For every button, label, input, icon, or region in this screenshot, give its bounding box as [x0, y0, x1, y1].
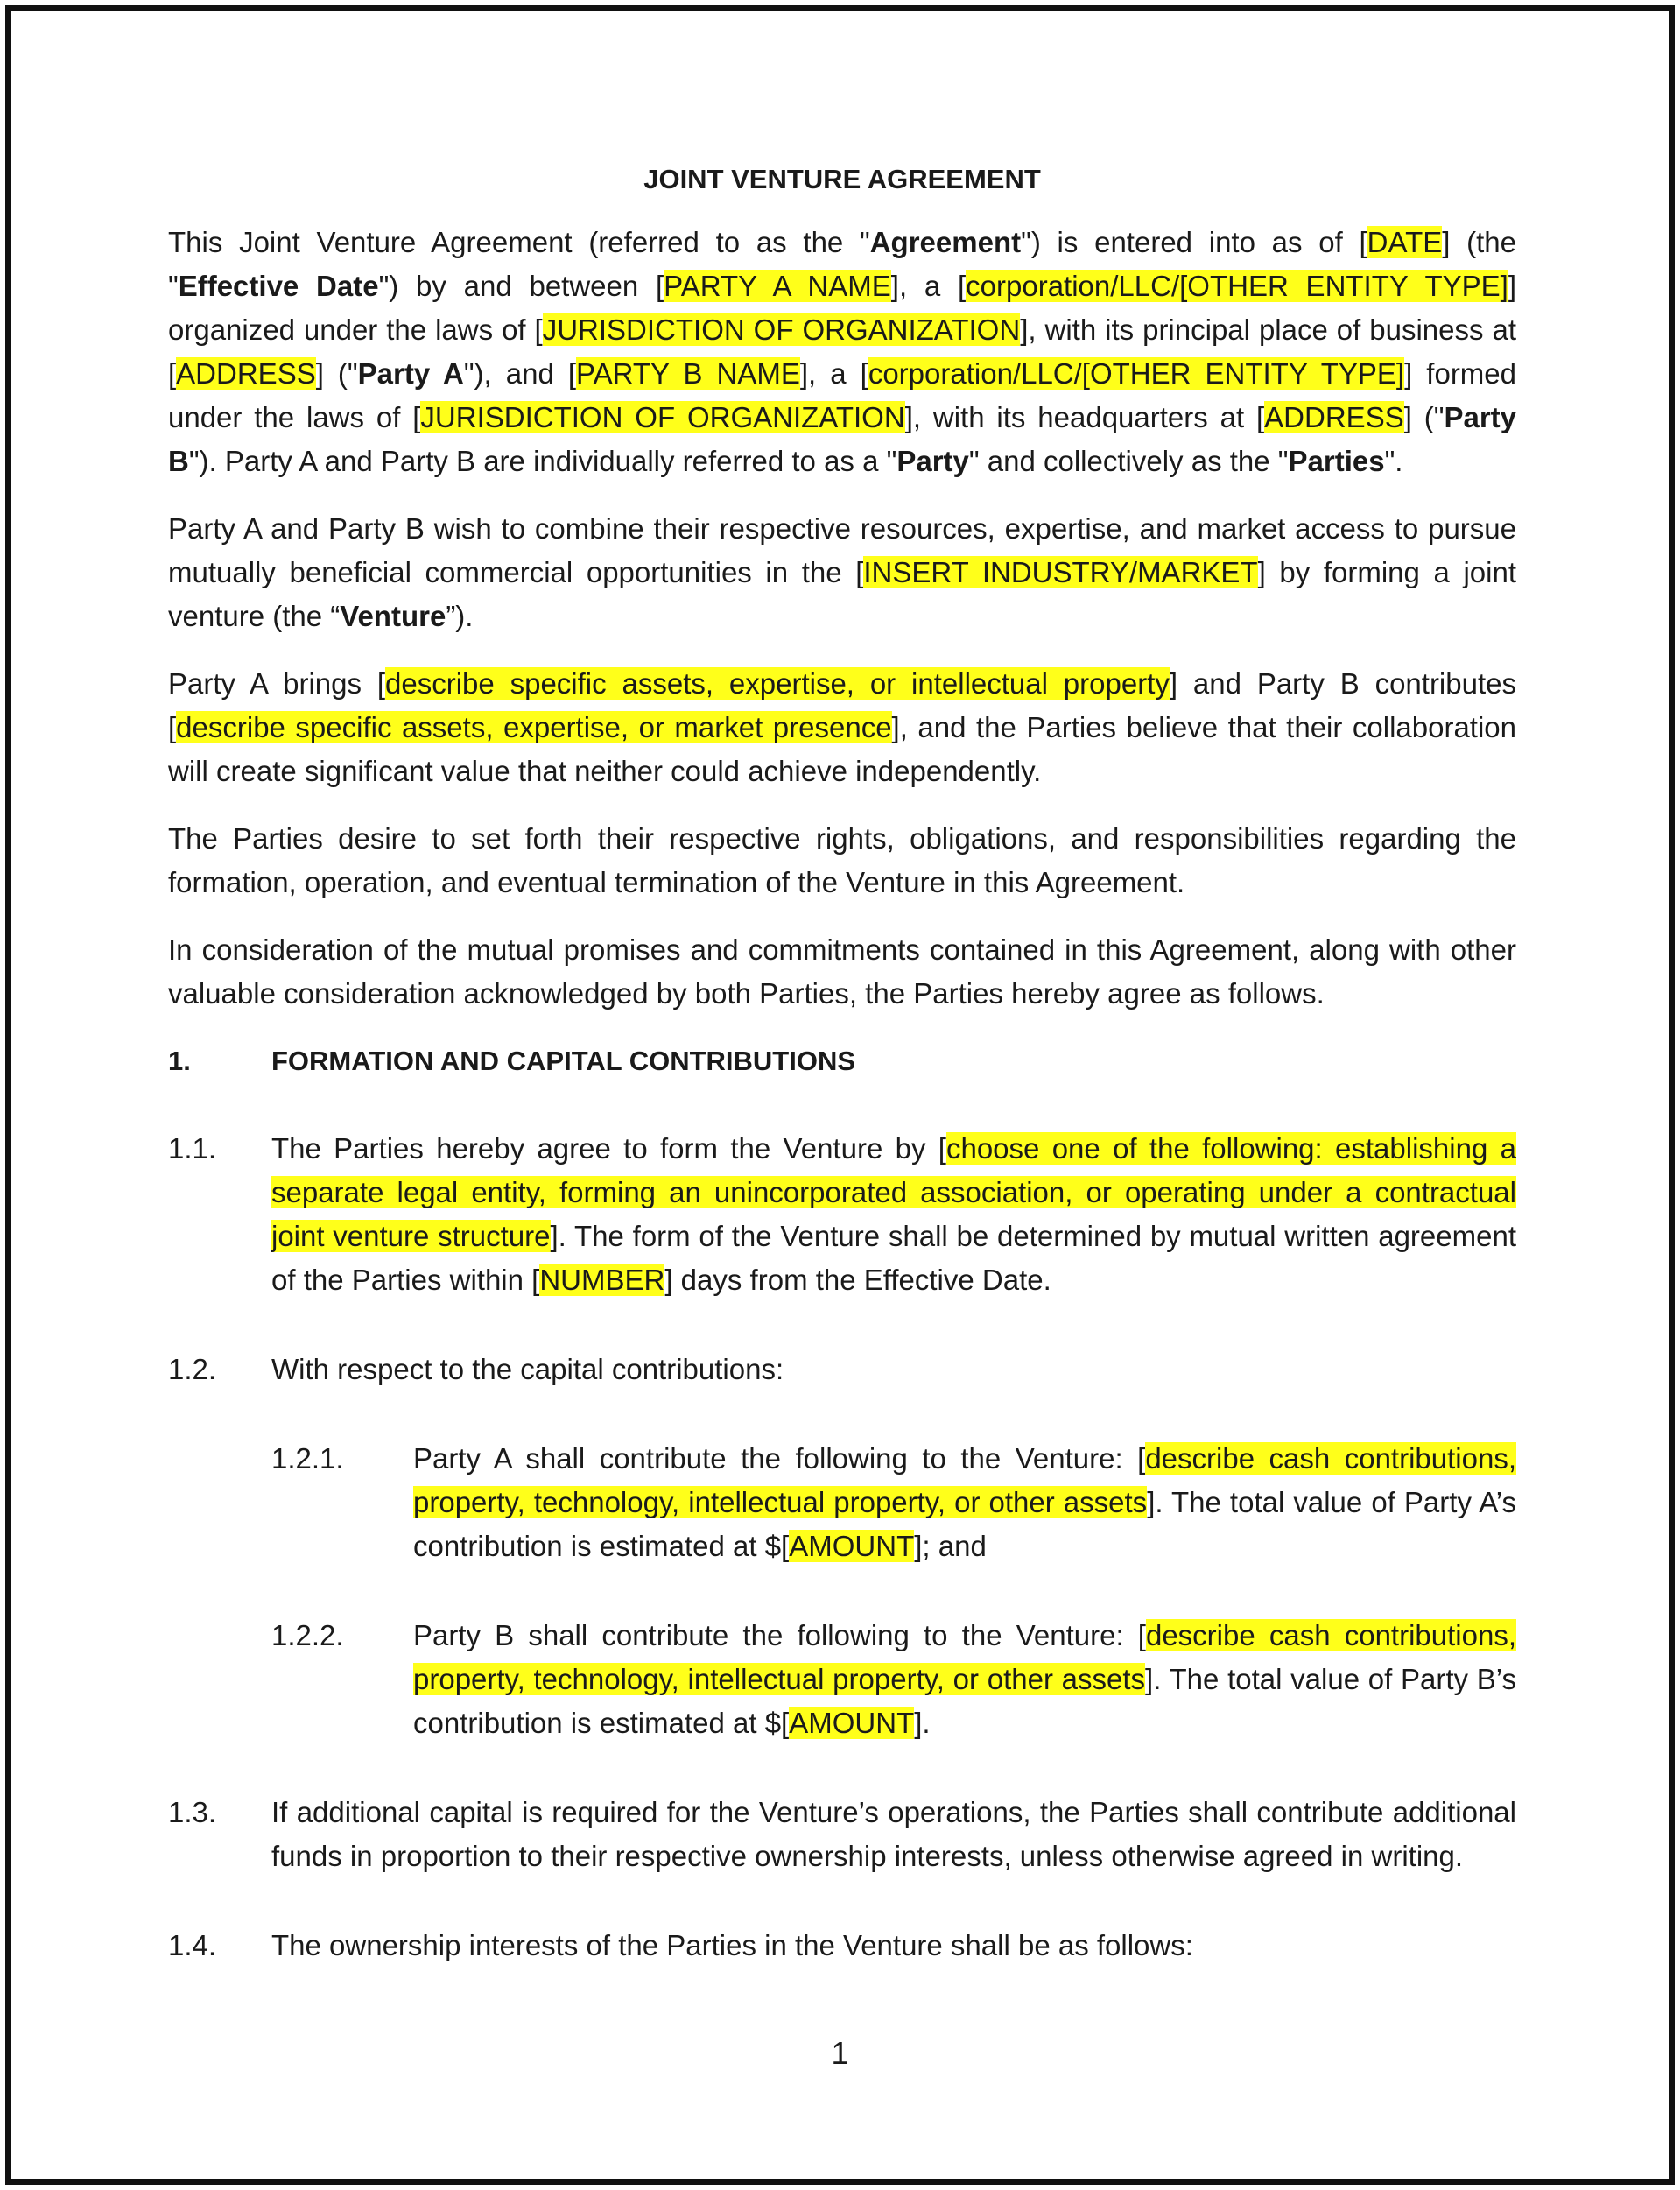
text-run: ], with its headquarters at [: [904, 401, 1265, 433]
defined-term: Party: [896, 445, 969, 477]
text-run: ] (": [315, 357, 358, 390]
text-run: ] (": [1403, 401, 1445, 433]
text-run: ") is entered into as of [: [1021, 226, 1367, 258]
placeholder-industry: INSERT INDUSTRY/MARKET: [863, 556, 1258, 588]
defined-term: Party A: [357, 357, 464, 390]
placeholder-amount: AMOUNT: [789, 1707, 915, 1739]
defined-term: Parties: [1288, 445, 1385, 477]
placeholder-jurisdiction: JURISDICTION OF ORGANIZATION: [420, 401, 905, 433]
clause-number: 1.4.: [168, 1929, 217, 1961]
section-title: FORMATION AND CAPITAL CONTRIBUTIONS: [271, 1046, 856, 1076]
placeholder-contributions: describe cash contributions, property, technology, intellectual property, or other assets: [413, 1619, 1516, 1695]
recital-paragraph: [168, 662, 1516, 793]
clause-text: If additional capital is required for the Venture’s operations, the Parties shall contribute additional funds in proportion to their respective ownership interests, unless otherwise agreed in writing.: [271, 1796, 1516, 1872]
placeholder-jurisdiction: JURISDICTION OF ORGANIZATION: [542, 313, 1021, 346]
clause-text: With respect to the capital contributions:: [271, 1353, 784, 1385]
text-run: ") by and between [: [378, 270, 664, 302]
document-body: [168, 158, 1516, 2013]
document-title: JOINT VENTURE AGREEMENT: [643, 164, 1041, 194]
text-run: "). Party A and Party B are individually referred to as a ": [188, 445, 897, 477]
text-run: ], a [: [799, 357, 868, 390]
text-run: ]. The total value of Party A’s contribution is estimated at $[: [413, 1486, 1516, 1562]
text-run: Party B shall contribute the following to the Venture: [: [413, 1619, 1146, 1651]
text-run: ] days from the Effective Date.: [664, 1264, 1051, 1296]
text-run: The Parties hereby agree to form the Venture by [: [271, 1132, 946, 1165]
page-number: 1: [831, 2035, 849, 2071]
text-run: ], and the Parties believe that their collaboration will create significant value that neither could achieve independently.: [168, 711, 1517, 787]
placeholder-party-b-name: PARTY B NAME: [576, 357, 800, 390]
placeholder-number: NUMBER: [539, 1264, 665, 1296]
defined-term: Party B: [168, 401, 1517, 477]
intro-paragraph: [168, 221, 1516, 483]
text-run: " and collectively as the ": [968, 445, 1289, 477]
clause-1-2-1: [271, 1437, 1516, 1568]
clause-text: [271, 1127, 1516, 1302]
placeholder-amount: AMOUNT: [789, 1530, 915, 1562]
placeholder-entity-type: corporation/LLC/[OTHER ENTITY TYPE]: [966, 270, 1508, 302]
clause-text: The ownership interests of the Parties in the Venture shall be as follows:: [271, 1929, 1193, 1961]
recital-paragraph: [168, 507, 1516, 638]
consideration-paragraph: In consideration of the mutual promises and commitments contained in this Agreement, along with other valuable consideration acknowledged by both Parties, the Parties hereby agree as follows.: [168, 933, 1516, 1010]
section-heading: [168, 1039, 1516, 1083]
defined-term: Effective Date: [178, 270, 379, 302]
text-run: ] formed under the laws of [: [168, 357, 1516, 433]
placeholder-party-a-assets: describe specific assets, expertise, or intellectual property: [385, 667, 1170, 700]
text-run: ] organized under the laws of [: [168, 270, 1516, 346]
clause-1-2: [168, 1348, 1516, 1391]
clause-text: [413, 1614, 1516, 1745]
text-run: ]; and: [914, 1530, 987, 1562]
placeholder-address: ADDRESS: [1264, 401, 1404, 433]
text-run: ”).: [446, 600, 474, 632]
text-run: ], with its principal place of business at [: [168, 313, 1516, 390]
text-run: Party A and Party B wish to combine their respective resources, expertise, and market access to pursue mutually beneficial commercial opportunities in the [: [168, 512, 1516, 588]
text-run: "), and [: [463, 357, 577, 390]
defined-term: Venture: [340, 600, 446, 632]
clause-text: [413, 1437, 1516, 1568]
placeholder-party-a-name: PARTY A NAME: [664, 270, 891, 302]
clause-number: 1.2.1.: [271, 1442, 344, 1475]
clause-number: 1.2.2.: [271, 1619, 344, 1651]
text-run: Party A brings [: [168, 667, 386, 700]
placeholder-venture-form: choose one of the following: establishing a separate legal entity, forming an unincorporated association, or operating under a contractual joint venture structure: [271, 1132, 1516, 1252]
text-run: ] by forming a joint venture (the “: [168, 556, 1517, 632]
defined-term: Agreement: [869, 226, 1022, 258]
clause-1-4: [168, 1924, 1516, 1968]
clause-1-3: [168, 1791, 1516, 1878]
text-run: ].: [914, 1707, 931, 1739]
text-run: ]. The form of the Venture shall be determined by mutual written agreement of the Parties within [: [271, 1220, 1516, 1296]
placeholder-contributions: describe cash contributions, property, technology, intellectual property, or other assets: [413, 1442, 1516, 1518]
clause-number: 1.3.: [168, 1796, 217, 1828]
text-run: ], a [: [890, 270, 967, 302]
placeholder-party-b-assets: describe specific assets, expertise, or market presence: [176, 711, 892, 743]
text-run: ".: [1384, 445, 1403, 477]
clause-1-1: [168, 1127, 1516, 1302]
text-run: ]. The total value of Party B’s contribution is estimated at $[: [413, 1663, 1516, 1739]
placeholder-address: ADDRESS: [176, 357, 316, 390]
text-run: Party A shall contribute the following to the Venture: [: [413, 1442, 1146, 1475]
section-number: 1.: [168, 1046, 191, 1076]
clause-number: 1.1.: [168, 1132, 217, 1165]
text-run: This Joint Venture Agreement (referred to as the ": [168, 226, 870, 258]
placeholder-entity-type: corporation/LLC/[OTHER ENTITY TYPE]: [868, 357, 1405, 390]
recital-paragraph: The Parties desire to set forth their respective rights, obligations, and responsibilities regarding the formation, operation, and eventual termination of the Venture in this Agreement.: [168, 822, 1516, 898]
clause-1-2-2: [271, 1614, 1516, 1745]
placeholder-date: DATE: [1367, 226, 1443, 258]
clause-number: 1.2.: [168, 1353, 217, 1385]
text-run: ] (the ": [168, 226, 1516, 302]
text-run: ] and Party B contributes [: [168, 667, 1516, 743]
